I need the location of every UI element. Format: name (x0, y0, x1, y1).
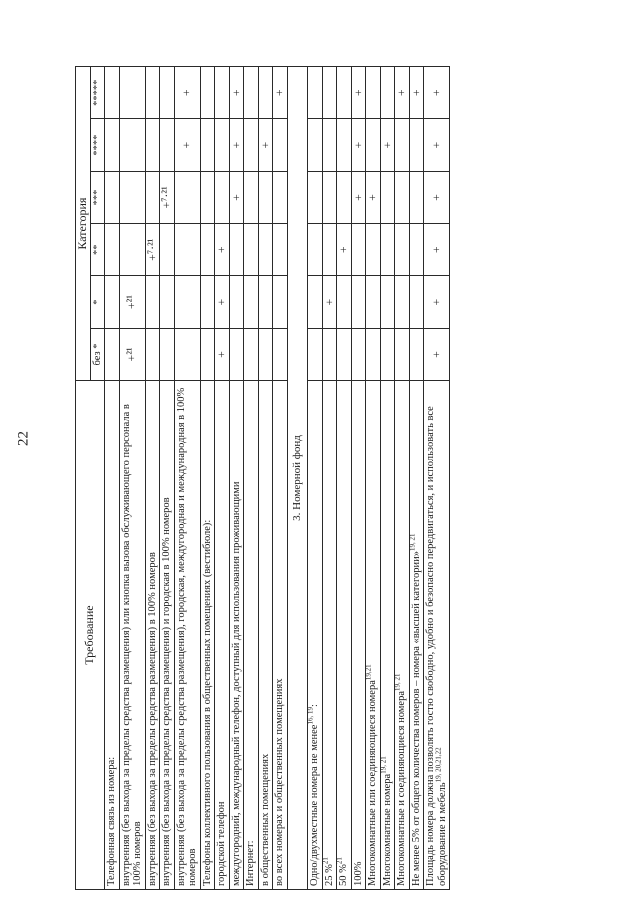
category-column-4: **** (90, 119, 105, 171)
category-mark-0: +²¹ (119, 328, 145, 380)
requirement-cell (215, 381, 230, 890)
requirement-text: Одно/двухместные номера не менее (309, 724, 320, 886)
category-mark-0 (322, 328, 337, 380)
category-mark-1 (380, 276, 395, 328)
category-mark-1: + (215, 276, 230, 328)
category-mark-2 (351, 224, 366, 276)
requirement-cell (322, 381, 337, 890)
requirement-cell (229, 381, 244, 890)
category-mark-4 (145, 119, 160, 171)
category-mark-1 (244, 276, 259, 328)
category-mark-5 (200, 67, 215, 119)
requirement-cell (105, 381, 120, 890)
category-mark-3 (174, 171, 200, 223)
requirement-text: 50 % (338, 864, 349, 886)
category-mark-4 (215, 119, 230, 171)
category-mark-1 (366, 276, 381, 328)
category-mark-1 (200, 276, 215, 328)
footnote-reference: 19, 20,21,22 (434, 747, 442, 783)
category-mark-3: + (351, 171, 366, 223)
category-mark-4 (395, 119, 410, 171)
requirement-text: 25 % (323, 864, 335, 886)
category-column-0: без * (90, 328, 105, 380)
requirement-text: Площадь номера должна позволять гостю свободно, удобно и безопасно передвигаться, и использовать все оборудование и мебель (425, 406, 448, 886)
category-column-2: ** (90, 224, 105, 276)
category-mark-3 (380, 171, 395, 223)
category-mark-5 (215, 67, 230, 119)
category-mark-3 (215, 171, 230, 223)
requirement-cell (145, 381, 160, 890)
category-mark-2 (258, 224, 273, 276)
requirement-text: городской телефон (216, 801, 227, 886)
category-mark-0 (258, 328, 273, 380)
requirement-cell (244, 381, 259, 890)
requirements-table (75, 66, 450, 890)
category-mark-0 (273, 328, 288, 380)
category-mark-0 (395, 328, 410, 380)
category-column-1: * (90, 276, 105, 328)
category-mark-4: + (258, 119, 273, 171)
requirement-cell (351, 381, 366, 890)
category-mark-4 (366, 119, 381, 171)
category-mark-1: +²¹ (119, 276, 145, 328)
category-mark-3 (337, 171, 352, 223)
category-mark-5: + (424, 67, 450, 119)
table-row (273, 67, 288, 890)
requirement-text: Телефонная связь из номера: (106, 756, 117, 886)
requirement-text: в общественных помещениях (259, 753, 271, 886)
category-mark-1 (409, 276, 424, 328)
requirement-suffix: : (309, 704, 320, 708)
requirement-cell (337, 381, 352, 890)
requirement-header: Требование (76, 381, 105, 890)
category-mark-4: + (424, 119, 450, 171)
rotated-table-wrapper (75, 66, 547, 890)
category-mark-1: + (322, 276, 337, 328)
category-mark-5 (366, 67, 381, 119)
category-mark-3 (322, 171, 337, 223)
category-mark-2 (200, 224, 215, 276)
category-mark-1 (145, 276, 160, 328)
requirement-cell (308, 381, 323, 890)
requirement-text: 100% (352, 861, 364, 886)
category-mark-4 (119, 119, 145, 171)
requirement-text: Телефоны коллективного пользования в общественных помещениях (вестибюле): (201, 519, 213, 886)
category-mark-4: + (174, 119, 200, 171)
category-column-5: ***** (90, 67, 105, 119)
table-row (105, 67, 120, 890)
category-mark-0 (200, 328, 215, 380)
category-mark-5: + (229, 67, 244, 119)
category-mark-2 (105, 224, 120, 276)
category-mark-2 (366, 224, 381, 276)
category-mark-4 (160, 119, 175, 171)
category-mark-1 (337, 276, 352, 328)
category-mark-0 (105, 328, 120, 380)
category-mark-0 (160, 328, 175, 380)
category-mark-2 (322, 224, 337, 276)
section-row (287, 67, 308, 890)
requirement-cell (395, 381, 410, 890)
category-mark-1 (308, 276, 323, 328)
category-mark-5: + (273, 67, 288, 119)
category-mark-2 (160, 224, 175, 276)
category-mark-4 (273, 119, 288, 171)
category-mark-4: + (229, 119, 244, 171)
table-row (395, 67, 410, 890)
requirement-text: Многокомнатные или соединяющиеся номера (367, 680, 378, 886)
category-mark-4 (308, 119, 323, 171)
category-mark-2 (273, 224, 288, 276)
category-mark-1 (174, 276, 200, 328)
category-mark-2: + (337, 224, 352, 276)
category-mark-0 (409, 328, 424, 380)
category-mark-5: + (395, 67, 410, 119)
footnote-reference: 21 (321, 857, 329, 865)
category-mark-3: + (424, 171, 450, 223)
requirement-text: междугородний, международный телефон, доступный для использования проживающими (230, 481, 242, 886)
category-mark-2 (244, 224, 259, 276)
section-title: 3. Номерной фонд (287, 67, 308, 890)
requirement-text: внутренняя (без выхода за пределы средства размещения) или кнопка вызова обслуживающего персонала в 100% номеров (120, 404, 143, 886)
category-mark-1: + (424, 276, 450, 328)
category-mark-5 (244, 67, 259, 119)
requirement-text: внутренняя (без выхода за пределы средства размещения) в 100% номеров (146, 552, 158, 886)
category-mark-3 (200, 171, 215, 223)
table-row (380, 67, 395, 890)
footnote-reference: 21 (335, 857, 344, 865)
category-mark-2: +⁷·²¹ (145, 224, 160, 276)
category-mark-0 (229, 328, 244, 380)
category-mark-2: + (215, 224, 230, 276)
category-mark-1 (105, 276, 120, 328)
footnote-reference: 19, 21 (393, 673, 402, 691)
table-row (424, 67, 450, 890)
requirement-cell (174, 381, 200, 890)
requirement-cell (119, 381, 145, 890)
category-mark-0 (366, 328, 381, 380)
category-mark-4 (244, 119, 259, 171)
category-mark-5 (308, 67, 323, 119)
requirement-cell (258, 381, 273, 890)
requirement-cell (160, 381, 175, 890)
category-mark-0 (337, 328, 352, 380)
category-mark-5 (160, 67, 175, 119)
category-mark-3 (244, 171, 259, 223)
category-mark-5 (105, 67, 120, 119)
category-mark-5 (322, 67, 337, 119)
table-row (200, 67, 215, 890)
category-mark-1 (258, 276, 273, 328)
requirement-cell (380, 381, 395, 890)
footnote-reference: 19, 21 (408, 533, 416, 551)
category-mark-0 (308, 328, 323, 380)
category-mark-4: + (351, 119, 366, 171)
category-mark-3: + (366, 171, 381, 223)
table-row (351, 67, 366, 890)
requirement-text: Интернет: (245, 840, 256, 886)
category-mark-0 (380, 328, 395, 380)
requirement-text: внутренняя (без выхода за пределы средства размещения) и городская в 100% номеров (161, 497, 172, 886)
requirement-cell (366, 381, 381, 890)
category-mark-5 (145, 67, 160, 119)
category-mark-2: + (424, 224, 450, 276)
table-row (409, 67, 424, 890)
table-row (258, 67, 273, 890)
requirement-cell (424, 381, 450, 890)
category-mark-2 (380, 224, 395, 276)
table-row (145, 67, 160, 890)
category-mark-3 (119, 171, 145, 223)
category-mark-1 (395, 276, 410, 328)
category-mark-0 (145, 328, 160, 380)
category-mark-3 (308, 171, 323, 223)
category-mark-4: + (380, 119, 395, 171)
table-body (105, 67, 450, 890)
requirement-cell (409, 381, 424, 890)
table-row (322, 67, 337, 890)
footnote-reference: 16, 19 (306, 707, 315, 725)
category-mark-5 (258, 67, 273, 119)
category-mark-2 (308, 224, 323, 276)
category-column-3: *** (90, 171, 105, 223)
category-mark-4 (322, 119, 337, 171)
table-row (119, 67, 145, 890)
table-row (174, 67, 200, 890)
category-mark-0 (351, 328, 366, 380)
category-mark-0: + (424, 328, 450, 380)
category-mark-3: +⁷·²¹ (160, 171, 175, 223)
category-mark-5: + (351, 67, 366, 119)
footnote-reference: 19, 21 (379, 756, 387, 774)
category-mark-0 (174, 328, 200, 380)
table-row (229, 67, 244, 890)
category-mark-3 (105, 171, 120, 223)
category-mark-5 (119, 67, 145, 119)
category-mark-4 (200, 119, 215, 171)
category-mark-1 (273, 276, 288, 328)
category-mark-3 (273, 171, 288, 223)
category-mark-5: + (409, 67, 424, 119)
category-mark-4 (105, 119, 120, 171)
category-mark-5 (337, 67, 352, 119)
requirement-text: во всех номерах и общественных помещениях (274, 678, 285, 886)
category-mark-3: + (229, 171, 244, 223)
category-mark-1 (160, 276, 175, 328)
category-mark-5 (380, 67, 395, 119)
category-header: Категория (76, 67, 91, 381)
category-mark-1 (229, 276, 244, 328)
requirement-text: Многокомнатные номера (381, 773, 393, 886)
page-number: 22 (15, 431, 32, 446)
table-row (337, 67, 352, 890)
category-mark-0: + (215, 328, 230, 380)
category-mark-2 (395, 224, 410, 276)
table-row (160, 67, 175, 890)
category-mark-3 (258, 171, 273, 223)
category-mark-4 (337, 119, 352, 171)
requirement-cell (273, 381, 288, 890)
footnote-reference: 19,21 (364, 664, 373, 681)
category-mark-3 (409, 171, 424, 223)
category-mark-4 (409, 119, 424, 171)
requirement-cell (200, 381, 215, 890)
category-mark-5: + (174, 67, 200, 119)
requirement-text: Многокомнатные и соединяющиеся номера (396, 690, 407, 886)
table-row (308, 67, 323, 890)
requirement-text: внутренняя (без выхода за пределы средства размещения), городская, междугородная и международная в 100% номеров (175, 387, 198, 886)
table-row (366, 67, 381, 890)
requirement-text: Не менее 5% от общего количества номеров – номера «высшей категории» (410, 550, 422, 886)
category-mark-2 (119, 224, 145, 276)
table-row (244, 67, 259, 890)
table-row (215, 67, 230, 890)
category-mark-3 (395, 171, 410, 223)
category-mark-2 (409, 224, 424, 276)
category-mark-1 (351, 276, 366, 328)
category-mark-2 (229, 224, 244, 276)
category-mark-0 (244, 328, 259, 380)
category-mark-3 (145, 171, 160, 223)
category-mark-2 (174, 224, 200, 276)
